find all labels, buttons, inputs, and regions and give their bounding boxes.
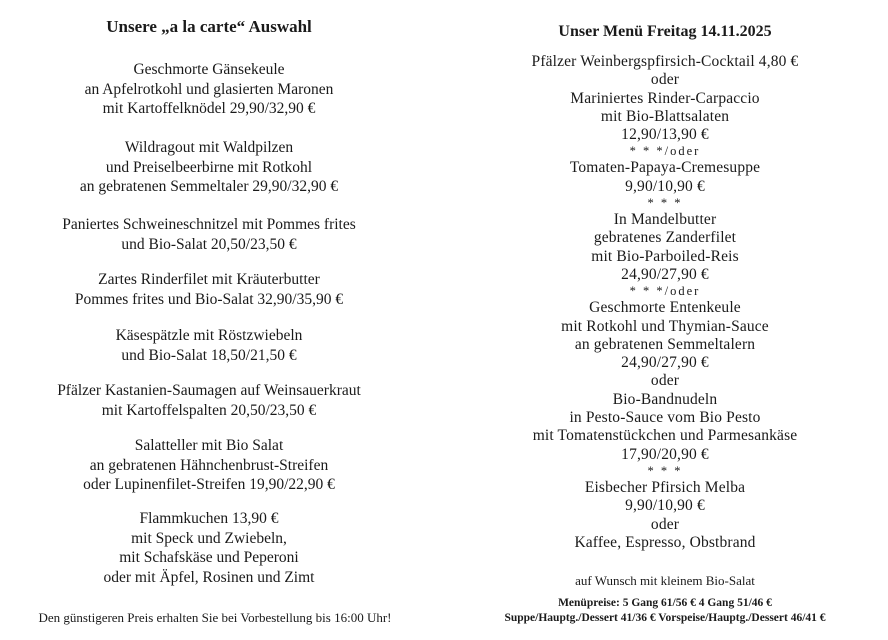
menu-line: oder [650, 71, 680, 89]
menu-separator: * * * [647, 196, 683, 211]
item-line: Käsespätzle mit Röstzwiebeln [115, 327, 303, 344]
item-line: Pfälzer Kastanien-Saumagen auf Weinsauerkraut [57, 382, 361, 399]
item-line: Geschmorte Gänsekeule [133, 61, 285, 78]
item-line: und Preiselbeerbirne mit Rotkohl [105, 158, 313, 176]
menu-line: mit Bio-Blattsalaten [600, 107, 730, 125]
menu-line: in Pesto-Sauce vom Bio Pesto [569, 409, 761, 427]
item-line: mit Kartoffelspalten 20,50/23,50 € [101, 401, 317, 419]
menu-item-rinderfilet [0, 270, 418, 309]
item-line: Zartes Rinderfilet mit Kräuterbutter [98, 271, 320, 288]
item-line: Wildragout mit Waldpilzen [124, 139, 294, 156]
menu-item-wildragout [0, 138, 418, 197]
menu-line: 9,90/10,90 € [625, 177, 705, 195]
menu-line: Bio-Bandnudeln [612, 390, 718, 408]
preorder-note: Den günstigeren Preis erhalten Sie bei Vorbestellung bis 16:00 Uhr! [38, 610, 392, 625]
menu-line: mit Bio-Parboiled-Reis [591, 247, 739, 265]
menu-item-salatteller [0, 436, 418, 495]
item-line: an gebratenen Hähnchenbrust-Streifen [89, 456, 329, 474]
menu-line: 17,90/20,90 € [621, 445, 709, 463]
a-la-carte-title: Unsere „a la carte“ Auswahl [106, 17, 312, 36]
menu-item-flammkuchen [0, 509, 418, 587]
item-line: Flammkuchen 13,90 € [139, 510, 279, 527]
daily-menu-courses [450, 53, 880, 552]
menu-item-saumagen [0, 381, 418, 420]
salad-note: auf Wunsch mit kleinem Bio-Salat [575, 573, 755, 588]
menu-separator: * * */oder [629, 284, 701, 299]
menu-line: 24,90/27,90 € [621, 265, 709, 283]
menu-line: In Mandelbutter [613, 211, 717, 229]
menu-line: Pfälzer Weinbergspfirsich-Cocktail 4,80 € [531, 53, 799, 70]
menu-line: mit Rotkohl und Thymian-Sauce [561, 317, 769, 335]
menu-prices-line-2: Suppe/Hauptg./Dessert 41/36 € Vorspeise/Hauptg./Dessert 46/41 € [504, 612, 826, 624]
item-line: an gebratenen Semmeltaler 29,90/32,90 € [79, 178, 339, 195]
item-line: und Bio-Salat 18,50/21,50 € [121, 346, 297, 364]
menu-line: 9,90/10,90 € [625, 497, 705, 515]
menu-line: oder [650, 372, 680, 390]
menu-line: Geschmorte Entenkeule [589, 299, 741, 317]
item-line: Salatteller mit Bio Salat [134, 437, 284, 454]
menu-line: an gebratenen Semmeltalern [574, 335, 756, 353]
menu-line: oder [650, 515, 680, 533]
menu-line: Kaffee, Espresso, Obstbrand [574, 533, 756, 551]
menu-separator: * * */oder [629, 144, 701, 159]
menu-item-kaesespaetzle [0, 326, 418, 365]
item-line: oder Lupinenfilet-Streifen 19,90/22,90 € [83, 476, 335, 493]
menu-line: Mariniertes Rinder-Carpaccio [570, 89, 760, 107]
menu-line: mit Tomatenstückchen und Parmesankäse [532, 427, 798, 445]
item-line: an Apfelrotkohl und glasierten Maronen [84, 80, 334, 98]
item-line: mit Speck und Zwiebeln, [131, 529, 287, 547]
item-line: Paniertes Schweineschnitzel mit Pommes frites [62, 216, 356, 233]
menu-line: 24,90/27,90 € [621, 354, 709, 372]
item-line: Pommes frites und Bio-Salat 32,90/35,90 € [74, 290, 344, 308]
item-line: und Bio-Salat 20,50/23,50 € [121, 235, 297, 253]
item-line: mit Kartoffelknödel 29,90/32,90 € [102, 100, 316, 117]
menu-line: 12,90/13,90 € [621, 126, 709, 144]
item-line: oder mit Äpfel, Rosinen und Zimt [103, 568, 315, 586]
menu-separator: * * * [647, 463, 683, 478]
item-line: mit Schafskäse und Peperoni [119, 549, 299, 566]
menu-prices-line-1: Menüpreise: 5 Gang 61/56 € 4 Gang 51/46 € [558, 597, 772, 609]
menu-prices [450, 596, 880, 626]
menu-line: Eisbecher Pfirsich Melba [584, 478, 746, 496]
menu-line: gebratenes Zanderfilet [593, 229, 737, 247]
daily-menu-title: Unser Menü Freitag 14.11.2025 [558, 23, 772, 40]
menu-item-gaensekeule [0, 60, 418, 119]
menu-line: Tomaten-Papaya-Cremesuppe [569, 159, 761, 177]
menu-item-schnitzel [0, 215, 418, 254]
